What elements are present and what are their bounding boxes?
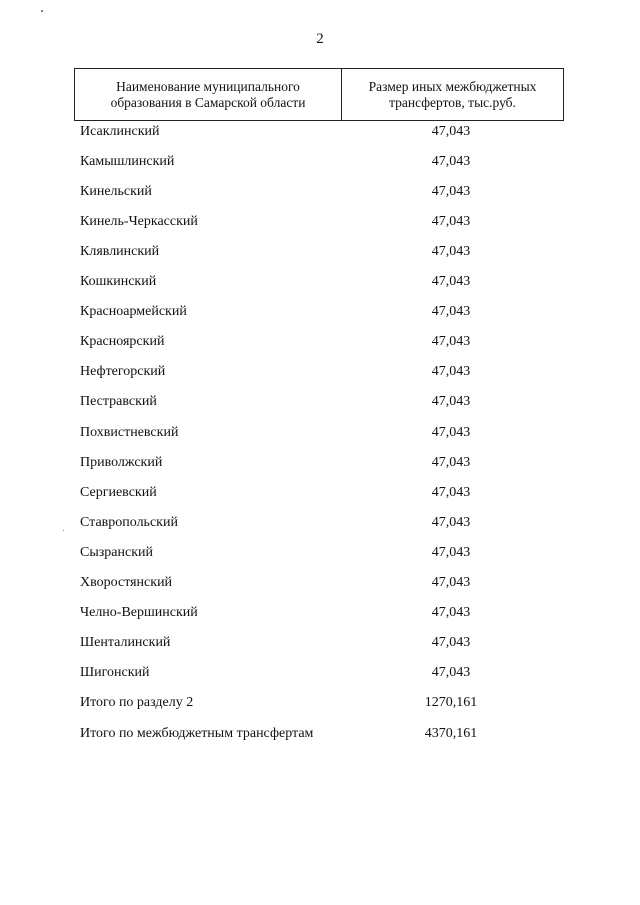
table-row [0,274,640,294]
transfer-amount: 47,043 [431,334,471,349]
total-row [0,726,640,746]
header-transfer-amount: Размер иных межбюджетных трансфертов, тыс.руб. [368,78,537,110]
table-row [0,214,640,234]
municipality-name: Хворостянский [80,575,173,590]
municipality-name: Красноармейский [80,304,187,319]
page-number: 2 [316,31,324,47]
transfer-amount: 47,043 [431,184,471,199]
municipality-name: Шенталинский [80,635,171,650]
transfer-amount: 47,043 [431,455,471,470]
municipality-name: Ставропольский [80,515,178,530]
transfer-amount: 47,043 [431,515,471,530]
municipality-name: Челно-Вершинский [80,605,198,620]
municipality-name: Исаклинский [80,124,160,139]
transfer-amount: 4370,161 [424,726,478,741]
transfer-amount: 47,043 [431,545,471,560]
municipality-name: Сергиевский [80,485,157,500]
transfer-amount: 47,043 [431,304,471,319]
table-row [0,515,640,535]
table-row [0,545,640,565]
municipality-name: Кинель-Черкасский [80,214,198,229]
transfer-amount: 47,043 [431,214,471,229]
table-row [0,665,640,685]
table-row [0,304,640,324]
table-row [0,124,640,144]
municipality-name: Камышлинский [80,154,175,169]
transfer-amount: 47,043 [431,154,471,169]
transfer-amount: 1270,161 [424,695,478,710]
table-row [0,425,640,445]
transfer-amount: 47,043 [431,394,471,409]
table-row [0,455,640,475]
table-row [0,154,640,174]
scan-mark [41,10,43,12]
municipality-name: Приволжский [80,455,163,470]
municipality-name: Нефтегорский [80,364,166,379]
municipality-name: Шигонский [80,665,150,680]
municipality-name: Красноярский [80,334,165,349]
municipality-name: Итого по разделу 2 [80,695,194,710]
municipality-name: Пестравский [80,394,157,409]
transfer-amount: 47,043 [431,364,471,379]
transfer-amount: 47,043 [431,425,471,440]
table-row [0,605,640,625]
table-row [0,244,640,264]
transfer-amount: 47,043 [431,274,471,289]
transfer-amount: 47,043 [431,605,471,620]
transfer-amount: 47,043 [431,665,471,680]
table-row [0,364,640,384]
transfer-amount: 47,043 [431,485,471,500]
table-row [0,635,640,655]
municipality-name: Сызранский [80,545,153,560]
table-row [0,485,640,505]
transfer-amount: 47,043 [431,635,471,650]
table-header [74,68,564,121]
table-row [0,394,640,414]
municipality-name: Кошкинский [80,274,157,289]
transfer-amount: 47,043 [431,124,471,139]
header-municipality-name: Наименование муниципального образования в Самарской области [75,69,342,120]
table-row [0,184,640,204]
municipality-name: Похвистневский [80,425,179,440]
municipality-name: Кинельский [80,184,152,199]
total-row [0,695,640,715]
table-row [0,575,640,595]
transfer-amount: 47,043 [431,244,471,259]
table-row [0,334,640,354]
municipality-name: Клявлинский [80,244,160,259]
transfer-amount: 47,043 [431,575,471,590]
municipality-name: Итого по межбюджетным трансфертам [80,726,314,741]
